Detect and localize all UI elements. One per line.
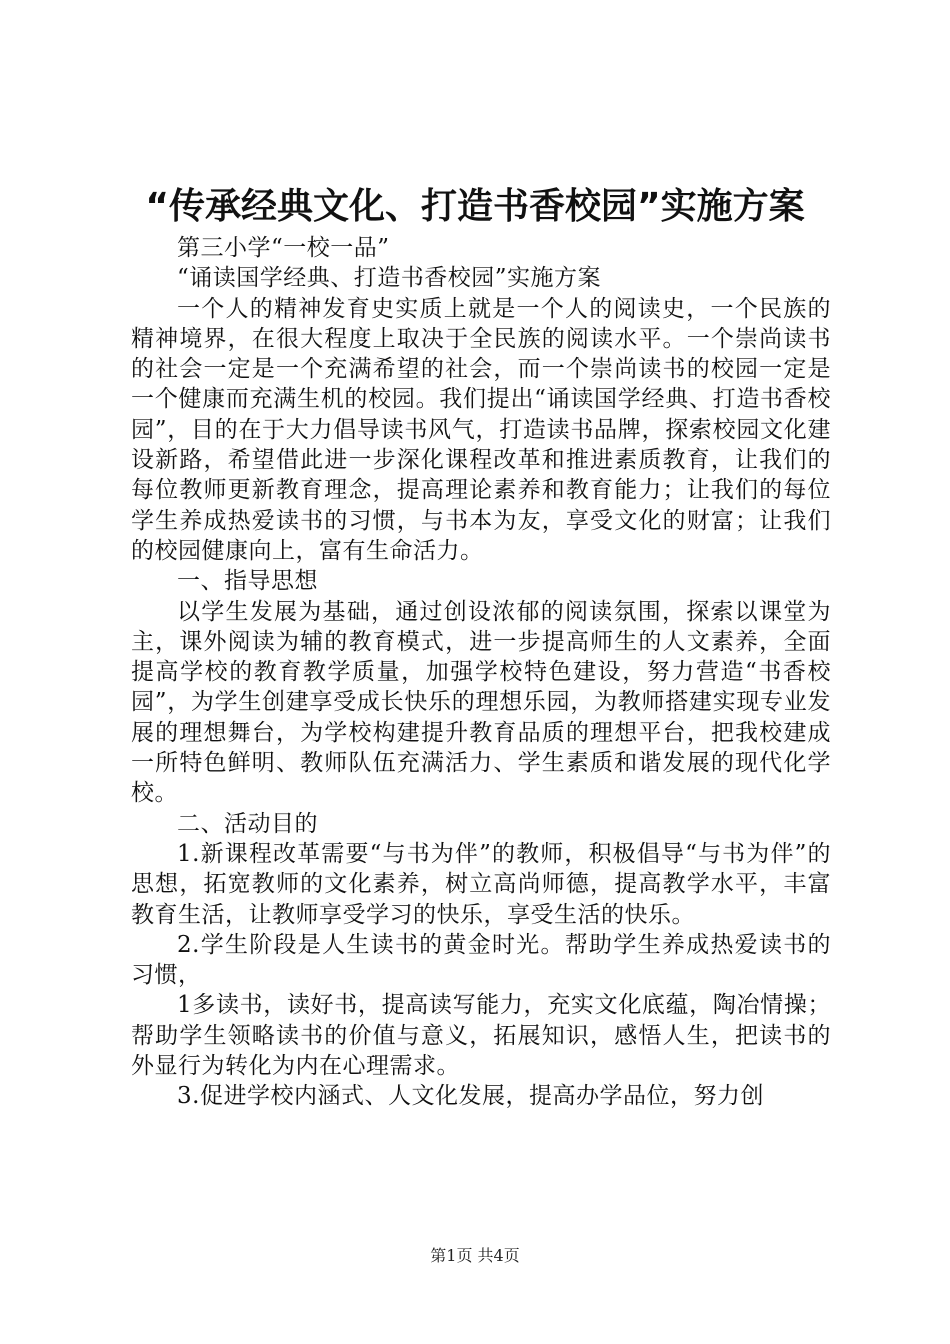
page-footer: 第1页 共4页	[430, 1246, 520, 1265]
section-heading-guiding-thought: 一、指导思想	[177, 568, 318, 595]
intro-paragraph: 一个人的精神发育史实质上就是一个人的阅读史，一个民族的精神境界，在很大程度上取决于全民族的阅读水平。一个崇尚读书的社会一定是一个充满希望的社会，而一个崇尚读书的校园一定是一个健康而充满生机的校园。我们提出“诵读国学经典、打造书香校园”，目的在于大力倡导读书风气，打造读书品牌，探索校园文化建设新路，希望借此进一步深化课程改革和推进素质教育，让我们的每位教师更新教育理念，提高理论素养和教育能力；让我们的每位学生养成热爱读书的习惯，与书本为友，享受文化的财富；让我们的校园健康向上，富有生命活力。	[131, 295, 831, 564]
purpose-item-2: 2.学生阶段是人生读书的黄金时光。帮助学生养成热爱读书的习惯，	[131, 931, 831, 989]
purpose-item-2-continued: 1多读书，读好书，提高读写能力，充实文化底蕴，陶冶情操；帮助学生领略读书的价值与意义，拓展知识，感悟人生，把读书的外显行为转化为内在心理需求。	[131, 992, 831, 1080]
document-body	[131, 233, 831, 1112]
purpose-item-1: 1.新课程改革需要“与书为伴”的教师，积极倡导“与书为伴”的思想，拓宽教师的文化素养，树立高尚师德，提高教学水平，丰富教育生活，让教师享受学习的快乐，享受生活的快乐。	[131, 840, 831, 928]
purpose-item-3: 3.促进学校内涵式、人文化发展，提高办学品位，努力创	[177, 1083, 764, 1110]
guiding-thought-paragraph: 以学生发展为基础，通过创设浓郁的阅读氛围，探索以课堂为主，课外阅读为辅的教育模式，进一步提高师生的人文素养，全面提高学校的教育教学质量，加强学校特色建设，努力营造“书香校园”，为学生创建享受成长快乐的理想乐园，为教师搭建实现专业发展的理想舞台，为学校构建提升教育品质的理想平台，把我校建成一所特色鲜明、教师队伍充满活力、学生素质和谐发展的现代化学校。	[131, 598, 831, 807]
document-title: “传承经典文化、打造书香校园”实施方案	[145, 186, 805, 227]
school-line: 第三小学“一校一品”	[177, 235, 390, 261]
subtitle-line: “诵读国学经典、打造书香校园”实施方案	[177, 265, 602, 292]
section-heading-activity-purpose: 二、活动目的	[177, 810, 318, 837]
